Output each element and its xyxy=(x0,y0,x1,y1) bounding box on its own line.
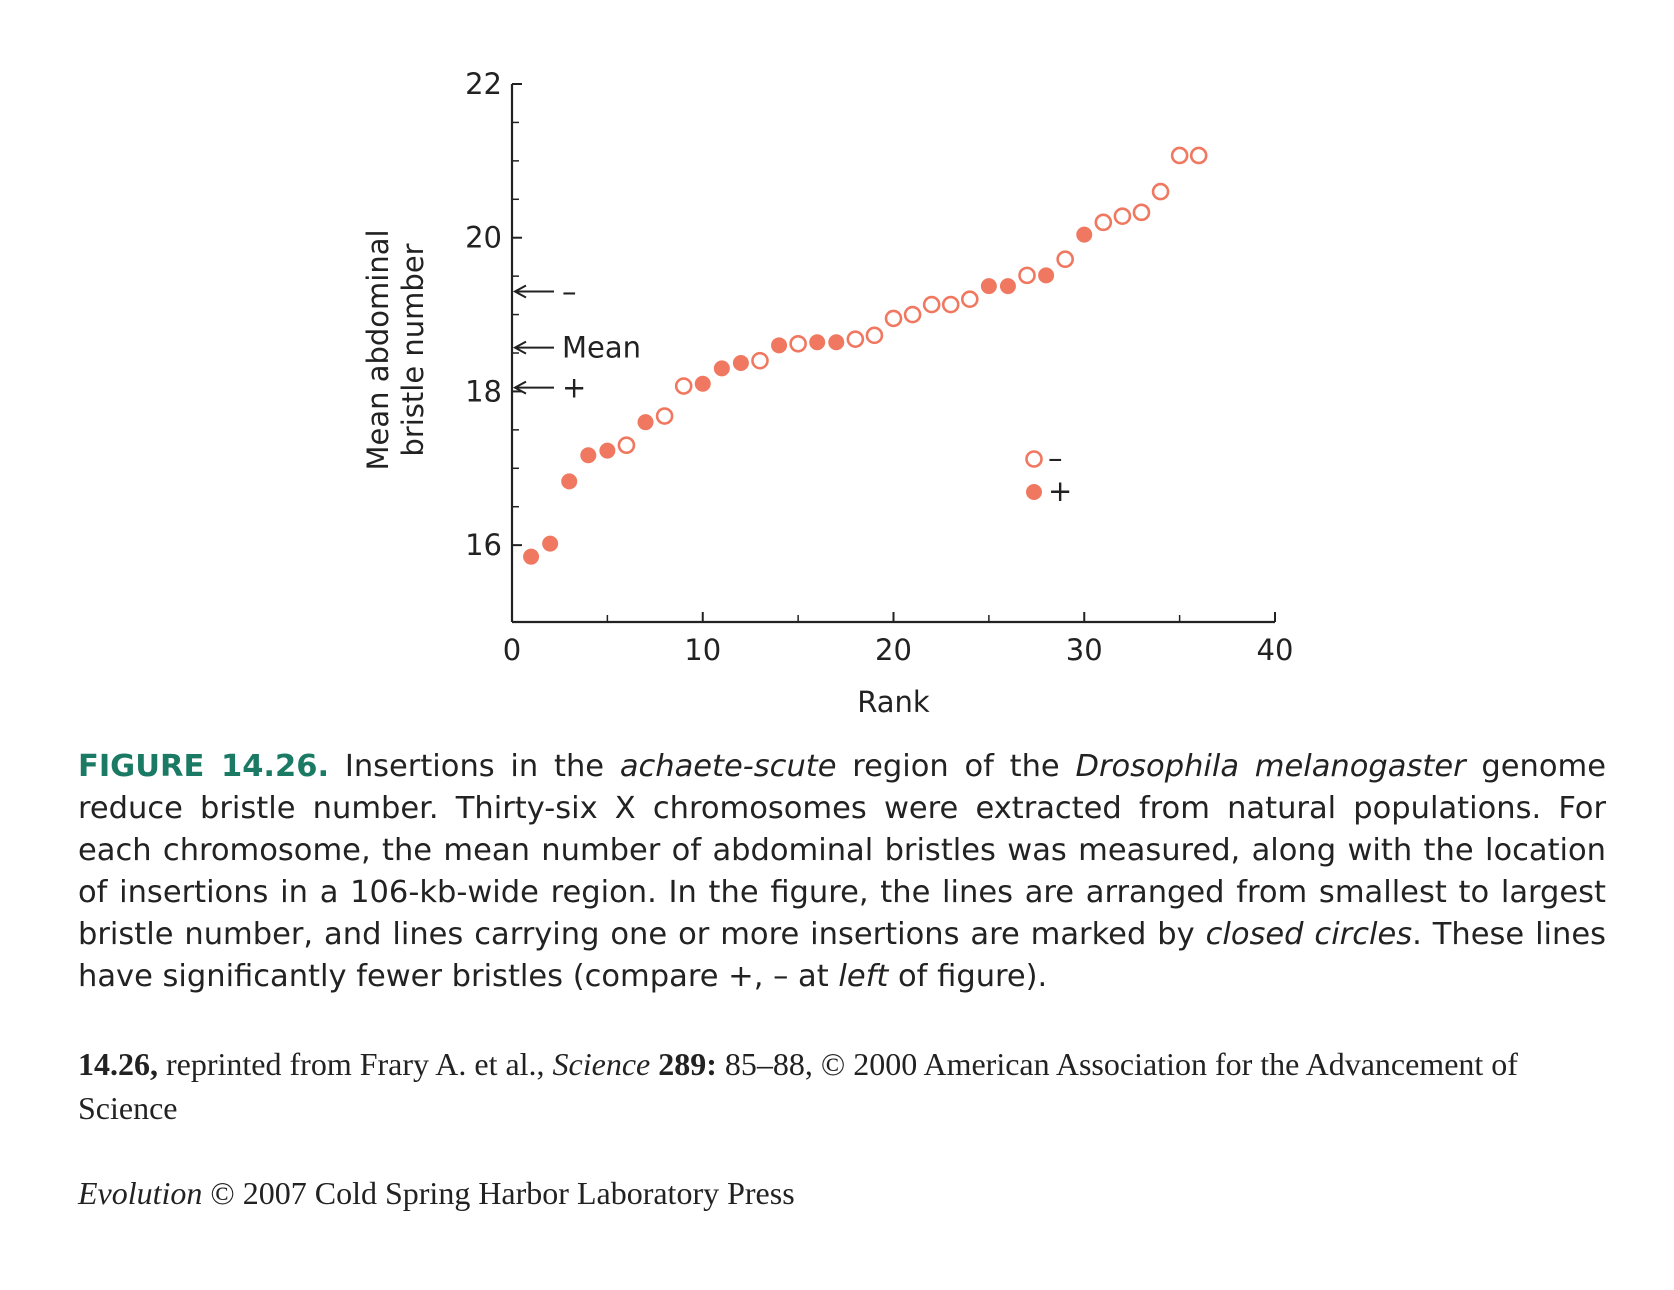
image-credit xyxy=(78,1042,1606,1130)
data-point-filled xyxy=(1077,227,1092,242)
caption-text: of figure). xyxy=(888,959,1048,994)
caption-italic: Drosophila melanogaster xyxy=(1075,749,1466,784)
legend-marker xyxy=(1027,485,1042,500)
credit-text: reprinted from Frary A. et al., xyxy=(158,1046,553,1082)
data-point-open xyxy=(619,438,634,453)
y-axis-label-line: bristle number xyxy=(396,243,430,457)
legend-label: – xyxy=(1048,441,1063,475)
data-point-open xyxy=(1172,148,1187,163)
data-point-open xyxy=(1134,205,1149,220)
data-point-open xyxy=(752,353,767,368)
source-italic: Evolution xyxy=(78,1175,203,1211)
caption-italic: left xyxy=(838,959,889,994)
figure-caption xyxy=(78,746,1606,998)
x-tick-label: 40 xyxy=(1256,633,1294,667)
data-point-filled xyxy=(714,361,729,376)
data-point-open xyxy=(867,328,882,343)
data-point-open xyxy=(1115,209,1130,224)
y-tick-label: 20 xyxy=(465,220,502,255)
y-axis-label-line: Mean abdominal xyxy=(361,229,395,471)
data-point-filled xyxy=(1039,268,1054,283)
x-axis-label: Rank xyxy=(857,685,930,719)
legend-label: + xyxy=(1048,474,1073,508)
credit-bold: 14.26, xyxy=(78,1046,158,1082)
data-point-filled xyxy=(581,448,596,463)
x-tick-label: 10 xyxy=(684,633,722,667)
data-point-filled xyxy=(695,376,710,391)
data-point-filled xyxy=(1000,279,1015,294)
caption-text: genome reduce bristle number. Thirty-six X chromosomes were extracted from natural populations. For each chromosome, the mean number of abdominal bristles was measured, along with the location of insertions in a 106-kb-wide region. In the figure, the lines are arranged from smallest to largest bristle number, and lines carrying one or more insertions are marked by xyxy=(78,749,1606,952)
data-point-filled xyxy=(600,443,615,458)
x-tick-label: 0 xyxy=(502,633,522,667)
caption-italic: achaete-scute xyxy=(619,749,837,784)
data-point-open xyxy=(943,297,958,312)
annotation-label: + xyxy=(562,370,587,405)
data-point-open xyxy=(1020,268,1035,283)
caption-text: Insertions in the xyxy=(329,749,620,784)
y-tick-label: 18 xyxy=(465,374,502,409)
credit-bold: 289: xyxy=(650,1046,717,1082)
data-point-open xyxy=(1153,184,1168,199)
data-point-open xyxy=(1096,215,1111,230)
data-point-filled xyxy=(829,335,844,350)
y-axis-label xyxy=(361,229,430,470)
y-tick-label: 16 xyxy=(465,528,502,563)
data-point-open xyxy=(1191,148,1206,163)
legend-marker xyxy=(1027,452,1042,467)
credit-italic: Science xyxy=(552,1046,651,1082)
data-point-filled xyxy=(524,549,539,564)
annotation-label: – xyxy=(562,274,577,309)
data-point-filled xyxy=(543,536,558,551)
x-tick-label: 30 xyxy=(1065,633,1103,667)
data-point-open xyxy=(924,297,939,312)
annotation-label: Mean xyxy=(562,330,642,365)
data-point-open xyxy=(1058,252,1073,267)
data-point-filled xyxy=(810,335,825,350)
data-point-open xyxy=(676,379,691,394)
data-point-filled xyxy=(981,279,996,294)
x-tick-label: 20 xyxy=(875,633,912,667)
data-point-open xyxy=(886,311,901,326)
figure-label: FIGURE 14.26. xyxy=(78,749,330,784)
book-source xyxy=(78,1175,795,1212)
data-point-filled xyxy=(772,338,787,353)
caption-italic: closed circles xyxy=(1205,917,1413,952)
data-point-open xyxy=(657,409,672,424)
caption-text: region of the xyxy=(836,749,1076,784)
data-point-open xyxy=(905,307,920,322)
data-point-filled xyxy=(638,415,653,430)
source-text: © 2007 Cold Spring Harbor Laboratory Press xyxy=(202,1175,795,1211)
data-point-open xyxy=(791,336,806,351)
data-point-open xyxy=(962,292,977,307)
caption-text: . These lines have significantly fewer bristles (compare +, – at xyxy=(78,917,1607,994)
y-tick-label: 22 xyxy=(465,67,502,101)
data-point-filled xyxy=(562,474,577,489)
credit-text: 85–88, © 2000 American Association for the Advancement of Science xyxy=(78,1046,1518,1126)
data-point-filled xyxy=(733,355,748,370)
data-point-open xyxy=(848,332,863,347)
